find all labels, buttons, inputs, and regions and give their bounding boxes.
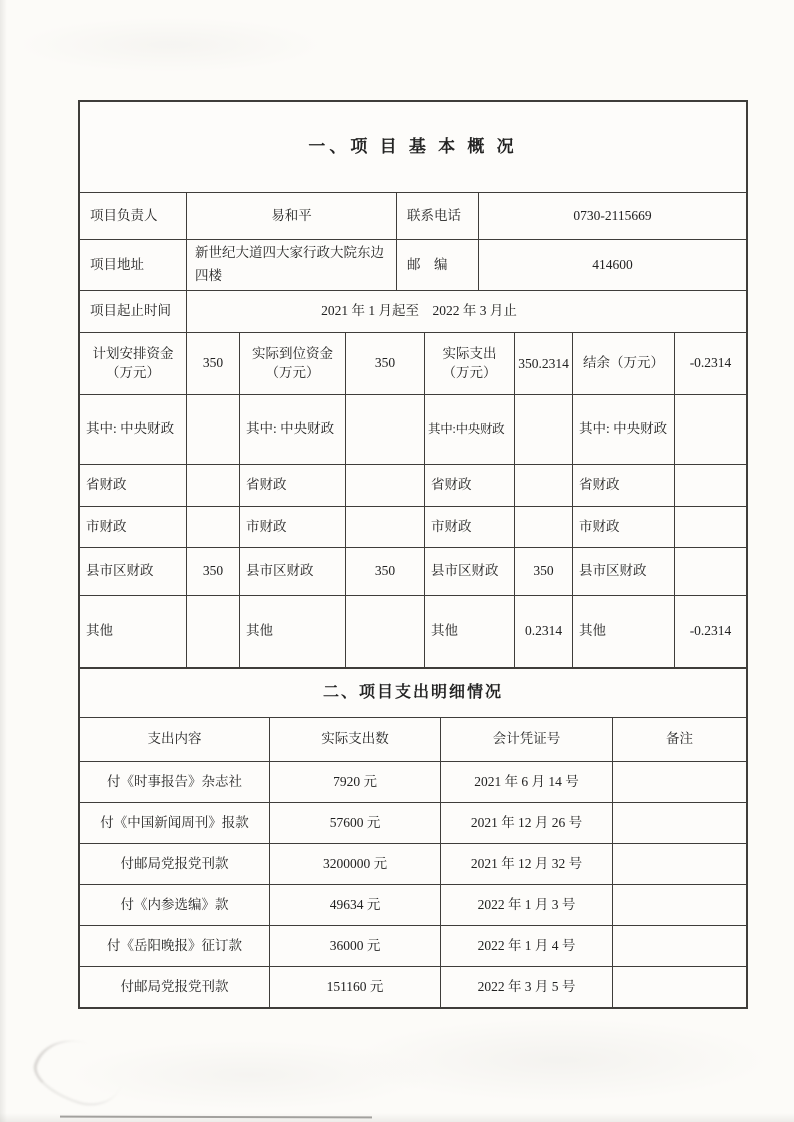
project-period-value: 2021 年 1 月起至 2022 年 3 月止 — [186, 291, 746, 332]
expense-voucher: 2021 年 6 月 14 号 — [440, 762, 612, 802]
project-period-label: 项目起止时间 — [90, 303, 171, 319]
expenditure-detail-table — [78, 667, 748, 1009]
expense-voucher: 2021 年 12 月 26 号 — [440, 803, 612, 843]
header-expense-content: 支出内容 — [147, 731, 202, 747]
county-finance-label-1: 县市区财政 — [86, 563, 154, 579]
county-finance-label-4: 县市区财政 — [572, 548, 674, 595]
balance-label: 结余（万元） — [572, 333, 674, 394]
actual-expense-label-text: 实际支出 — [442, 346, 497, 362]
expense-note — [612, 762, 746, 802]
expense-amount: 49634 元 — [269, 885, 440, 925]
actual-expense-value: 350.2314 — [514, 333, 572, 394]
received-funds-unit: （万元） — [265, 364, 320, 380]
section1-title: 一、项 目 基 本 概 况 — [308, 136, 518, 156]
central-finance-value-4 — [674, 395, 746, 464]
planned-funds-label — [80, 333, 186, 394]
leader-phone-row — [80, 192, 746, 239]
other-finance-value-2 — [345, 596, 424, 667]
actual-expense-label — [424, 333, 514, 394]
other-finance-value-3: 0.2314 — [514, 596, 572, 667]
city-finance-row — [80, 506, 746, 547]
county-finance-value-1: 350 — [186, 548, 239, 595]
other-finance-value-1 — [186, 596, 239, 667]
expense-content: 付《岳阳晚报》征订款 — [107, 937, 242, 953]
header-voucher-number: 会计凭证号 — [440, 718, 612, 761]
county-finance-value-3: 350 — [514, 548, 572, 595]
expense-amount: 151160 元 — [269, 967, 440, 1007]
funding-header-row — [80, 332, 746, 394]
planned-funds-unit: （万元） — [106, 364, 160, 380]
city-finance-value-3 — [514, 507, 572, 547]
expense-note — [612, 926, 746, 966]
central-finance-label-1: 其中: 中央财政 — [86, 421, 175, 437]
postcode-value: 414600 — [478, 240, 746, 290]
central-finance-value-1 — [186, 395, 239, 464]
other-finance-label-1: 其他 — [86, 623, 113, 639]
expense-content: 付邮局党报党刊款 — [120, 855, 229, 871]
other-finance-label-3: 其他 — [424, 596, 514, 667]
province-finance-value-3 — [514, 465, 572, 506]
scan-smudge-artifact — [27, 1030, 130, 1115]
expense-voucher: 2022 年 1 月 4 号 — [440, 926, 612, 966]
city-finance-value-2 — [345, 507, 424, 547]
other-finance-label-4: 其他 — [572, 596, 674, 667]
county-finance-label-3: 县市区财政 — [424, 548, 514, 595]
city-finance-value-4 — [674, 507, 746, 547]
expense-content: 付《时事报告》杂志社 — [107, 773, 242, 789]
project-leader-label: 项目负责人 — [90, 207, 158, 223]
expense-amount: 57600 元 — [269, 803, 440, 843]
city-finance-label-1: 市财政 — [86, 518, 127, 534]
expenditure-row-2 — [80, 802, 746, 843]
central-finance-label-4: 其中: 中央财政 — [572, 395, 674, 464]
planned-funds-label-text: 计划安排资金 — [92, 346, 174, 362]
received-funds-label — [239, 333, 345, 394]
expense-content: 付《中国新闻周刊》报款 — [100, 814, 249, 830]
county-finance-label-2: 县市区财政 — [239, 548, 345, 595]
expenditure-row-4 — [80, 884, 746, 925]
other-finance-value-4: -0.2314 — [674, 596, 746, 667]
central-finance-label-2: 其中: 中央财政 — [239, 395, 345, 464]
province-finance-label-3: 省财政 — [424, 465, 514, 506]
expenditure-row-5 — [80, 925, 746, 966]
section1-title-row — [80, 102, 746, 192]
expense-content: 付《内参选编》款 — [120, 896, 229, 912]
contact-phone-value: 0730-2115669 — [478, 193, 746, 239]
postcode-label: 邮 编 — [396, 240, 478, 290]
expense-voucher: 2022 年 1 月 3 号 — [440, 885, 612, 925]
expense-note — [612, 967, 746, 1007]
header-actual-amount: 实际支出数 — [269, 718, 440, 761]
scan-edge-line-artifact — [60, 1116, 372, 1119]
city-finance-value-1 — [186, 507, 239, 547]
received-funds-value: 350 — [345, 333, 424, 394]
county-finance-row — [80, 547, 746, 595]
province-finance-value-4 — [674, 465, 746, 506]
address-postcode-row — [80, 239, 746, 290]
received-funds-label-text: 实际到位资金 — [252, 346, 333, 362]
expense-amount: 36000 元 — [269, 926, 440, 966]
other-finance-label-2: 其他 — [239, 596, 345, 667]
project-address-value: 新世纪大道四大家行政大院东边四楼 — [186, 240, 396, 290]
expense-content: 付邮局党报党刊款 — [120, 978, 229, 994]
province-finance-label-2: 省财政 — [239, 465, 345, 506]
actual-expense-unit: （万元） — [442, 364, 497, 380]
expense-voucher: 2022 年 3 月 5 号 — [440, 967, 612, 1007]
project-period-row — [80, 290, 746, 332]
section2-title: 二、项目支出明细情况 — [322, 684, 503, 702]
expense-note — [612, 844, 746, 884]
project-basic-info-table — [78, 100, 748, 667]
central-finance-value-2 — [345, 395, 424, 464]
city-finance-label-3: 市财政 — [424, 507, 514, 547]
central-finance-row — [80, 394, 746, 464]
expense-note — [612, 803, 746, 843]
contact-phone-label: 联系电话 — [396, 193, 478, 239]
province-finance-row — [80, 464, 746, 506]
central-finance-value-3 — [514, 395, 572, 464]
expenditure-row-3 — [80, 843, 746, 884]
expense-note — [612, 885, 746, 925]
county-finance-value-4 — [674, 548, 746, 595]
city-finance-label-2: 市财政 — [239, 507, 345, 547]
province-finance-label-4: 省财政 — [572, 465, 674, 506]
other-finance-row — [80, 595, 746, 667]
expenditure-row-1 — [80, 761, 746, 802]
expense-amount: 7920 元 — [269, 762, 440, 802]
county-finance-value-2: 350 — [345, 548, 424, 595]
balance-value: -0.2314 — [674, 333, 746, 394]
province-finance-value-2 — [345, 465, 424, 506]
expenditure-header-row — [80, 717, 746, 761]
project-leader-value: 易和平 — [186, 193, 396, 239]
province-finance-label-1: 省财政 — [86, 477, 127, 493]
project-address-label: 项目地址 — [90, 256, 144, 272]
province-finance-value-1 — [186, 465, 239, 506]
expenditure-row-6 — [80, 966, 746, 1007]
expense-amount: 3200000 元 — [269, 844, 440, 884]
city-finance-label-4: 市财政 — [572, 507, 674, 547]
section2-title-row — [80, 669, 746, 717]
expense-voucher: 2021 年 12 月 32 号 — [440, 844, 612, 884]
header-note: 备注 — [612, 718, 746, 761]
planned-funds-value: 350 — [186, 333, 239, 394]
central-finance-label-3: 其中:中央财政 — [424, 395, 514, 464]
